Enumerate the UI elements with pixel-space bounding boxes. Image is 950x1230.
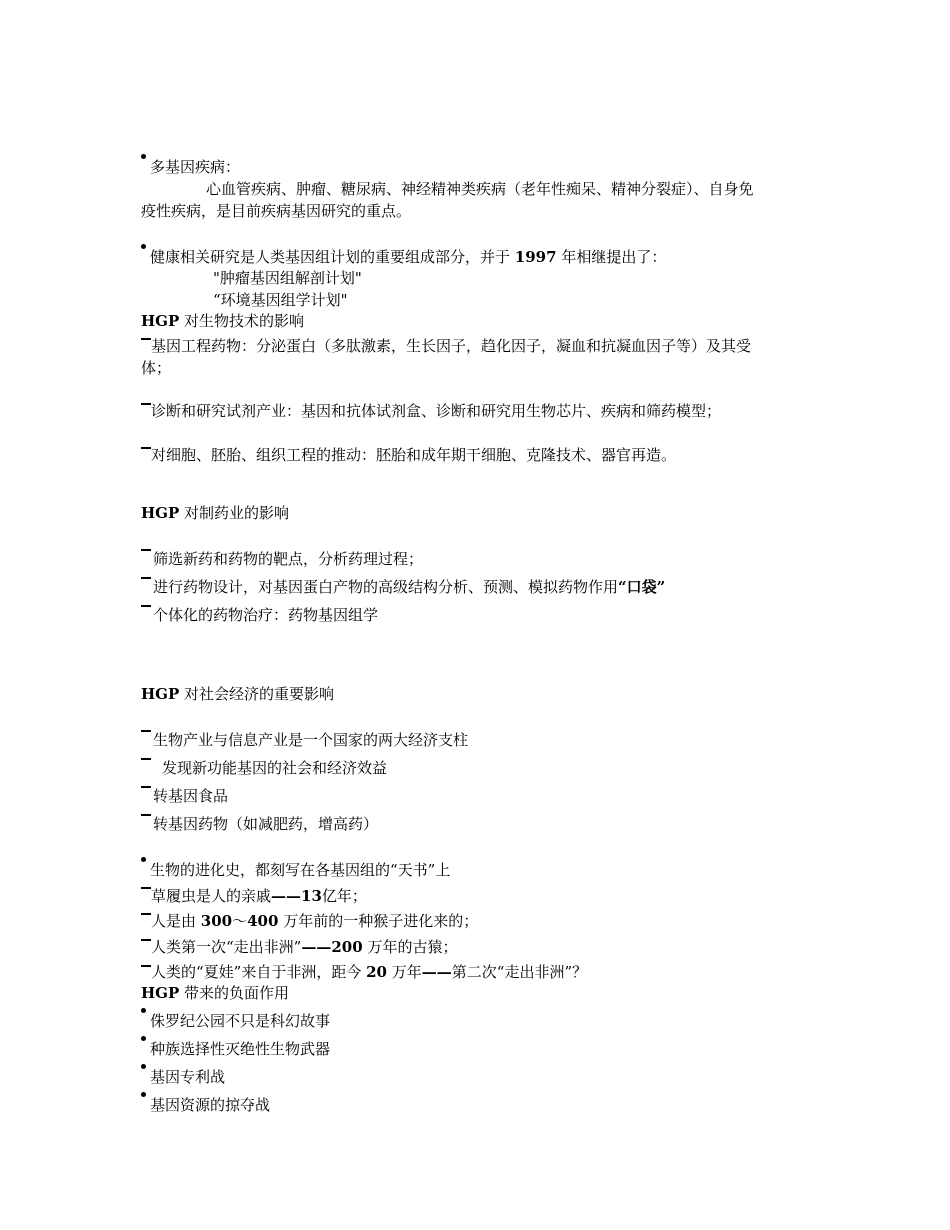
economy-item-3: 转基因食品 [153,787,229,805]
heading-biotech: HGP 对生物技术的影响 [141,312,305,330]
pharma-item-3: 个体化的药物治疗：药物基因组学 [153,606,379,624]
evolution-lead: 生物的进化史，都刻写在各基因组的“天书”上 [150,861,451,879]
polygenic-disease-body-line1: 心血管疾病、肿瘤、糖尿病、神经精神类疾病（老年性痴呆、精神分裂症）、自身免 [206,180,754,198]
evolution-item-1: 草履虫是人的亲戚——13亿年； [151,887,367,905]
heading-negative: HGP 带来的负面作用 [141,984,290,1002]
dash-marker [141,338,151,340]
pharma-item-1: 筛选新药和药物的靶点，分析药理过程； [153,550,424,568]
negative-item-4: 基因资源的掠夺战 [150,1096,271,1114]
evolution-item-2: 人是由 300～400 万年前的一种猴子进化来的； [151,912,479,930]
negative-item-3: 基因专利战 [150,1068,226,1086]
evolution-item-4: 人类的“夏娃”来自于非洲，距今 20 万年——第二次“走出非洲”？ [151,963,588,981]
dash-marker [141,447,151,449]
bullet-dot [141,857,146,862]
pharma-item-2: 进行药物设计，对基因蛋白产物的高级结构分析、预测、模拟药物作用“口袋” [153,578,666,596]
dash-marker [141,577,151,579]
dash-marker [141,786,151,788]
dash-marker [141,730,151,732]
economy-item-2: 发现新功能基因的社会和经济效益 [162,759,388,777]
biotech-item-3: 对细胞、胚胎、组织工程的推动：胚胎和成年期干细胞、克隆技术、器官再造。 [151,446,677,464]
plan-item-2: “环境基因组学计划" [213,291,348,309]
polygenic-disease-body-line2: 疫性疾病，是目前疾病基因研究的重点。 [141,202,412,220]
heading-economy: HGP 对社会经济的重要影响 [141,685,335,703]
plan-item-1: "肿瘤基因组解剖计划" [213,269,362,287]
biotech-item-1-line1: 基因工程药物：分泌蛋白（多肽激素，生长因子，趋化因子，凝血和抗凝血因子等）及其受 [151,337,752,355]
biotech-item-1-line2: 体； [141,359,172,377]
dash-marker [141,965,151,967]
bullet-dot [141,1008,146,1013]
bullet-dot [141,1064,146,1069]
dash-marker [141,814,151,816]
dash-marker [141,913,151,915]
economy-item-1: 生物产业与信息产业是一个国家的两大经济支柱 [153,731,469,749]
dash-marker [141,549,151,551]
bullet-dot [141,1036,146,1041]
dash-marker [141,403,151,405]
negative-item-1: 侏罗纪公园不只是科幻故事 [150,1012,331,1030]
negative-item-2: 种族选择性灭绝性生物武器 [150,1040,331,1058]
year: 1997 [514,248,557,266]
dash-marker [141,939,151,941]
dash-marker [141,758,151,760]
evolution-item-3: 人类第一次“走出非洲”——200 万年的古猿； [151,938,458,956]
bullet-dot [141,154,146,159]
bullet-dot [141,1092,146,1097]
biotech-item-2: 诊断和研究试剂产业：基因和抗体试剂盒、诊断和研究用生物芯片、疾病和筛药模型； [151,402,722,420]
bullet-dot [141,244,146,249]
polygenic-disease-title: 多基因疾病： [150,158,241,176]
health-research-lead: 健康相关研究是人类基因组计划的重要组成部分，并于 1997 年相继提出了： [150,248,667,266]
economy-item-4: 转基因药物（如减肥药，增高药） [153,815,379,833]
dash-marker [141,605,151,607]
dash-marker [141,887,151,889]
heading-pharma: HGP 对制药业的影响 [141,504,290,522]
